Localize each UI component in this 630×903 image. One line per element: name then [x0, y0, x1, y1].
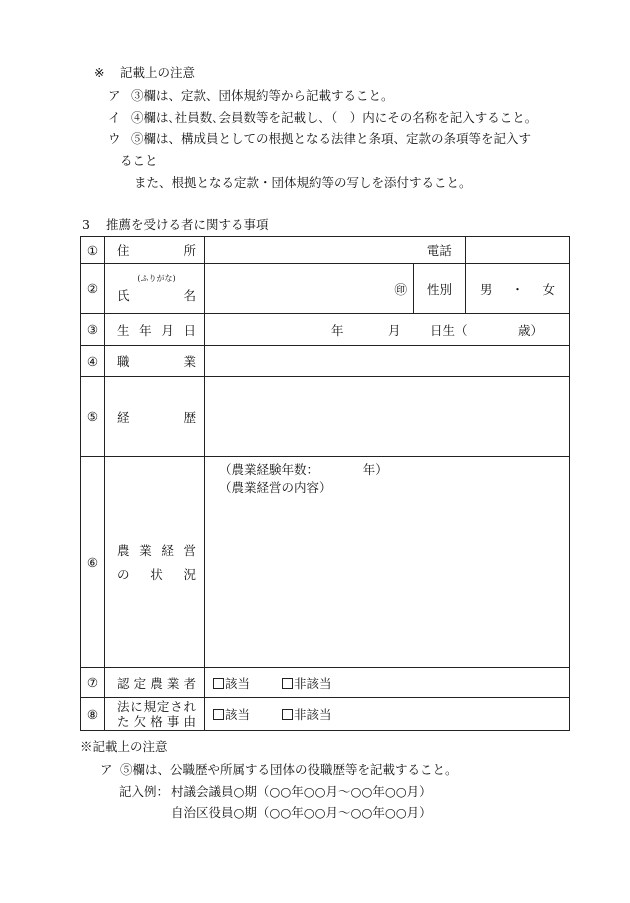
row-name [81, 264, 570, 314]
note-u-text: ⑤欄は、構成員としての根拠となる法律と条項、定款の条項等を記入す [131, 131, 532, 146]
example-1: 村議会議員○期（○○年○○月～○○年○○月） [171, 784, 432, 799]
section-title: 推薦を受ける者に関する事項 [106, 217, 269, 232]
address-label: 住 所 [105, 237, 205, 264]
row-number: ⑦ [81, 668, 105, 698]
disqualification-label [105, 698, 205, 731]
farm-content-line: （農業経営の内容） [219, 480, 332, 495]
farm-status-label-2: の 状 況 [117, 567, 196, 582]
disqualification-field [205, 698, 570, 731]
birthdate-label: 生 年 月 日 [105, 314, 205, 346]
farm-status-label [105, 457, 205, 668]
farm-status-field[interactable] [205, 457, 570, 668]
disqualification-label-2: た 欠 格 事 由 [117, 714, 196, 729]
phone-field[interactable] [466, 237, 570, 264]
example-2: 自治区役員○期（○○年○○月～○○年○○月） [171, 805, 432, 820]
row-number: ⑥ [81, 457, 105, 668]
note-u-mark: ウ [108, 131, 121, 146]
farm-status-label-1: 農 業 経 営 [117, 543, 196, 558]
farm-years-line: （農業経験年数： 年） [219, 462, 388, 477]
address-field[interactable] [205, 237, 414, 264]
note-i-text: ④欄は､社員数､会員数等を記載し､（ ）内にその名称を記入すること。 [131, 110, 538, 125]
sex-field[interactable] [466, 264, 570, 314]
notes-top-title: 記載上の注意 [120, 65, 196, 80]
name-field[interactable] [205, 264, 414, 314]
row-number: ② [81, 264, 105, 314]
row-career [81, 377, 570, 457]
occupation-label: 職 業 [105, 346, 205, 377]
note-a-text: ③欄は、定款、団体規約等から記載すること。 [131, 88, 394, 103]
checkbox-not-applicable[interactable] [282, 709, 293, 720]
career-field[interactable] [205, 377, 570, 457]
nominee-form-table [80, 236, 570, 731]
note-u-extra: また、根拠となる定款・団体規約等の写しを添付すること。 [134, 175, 472, 190]
career-label: 経 歴 [105, 377, 205, 457]
sex-separator: ・ [511, 281, 524, 297]
name-label-b: 名 [183, 288, 196, 303]
row-farm-status [81, 457, 570, 668]
name-label-cell [105, 264, 205, 314]
row-number: ④ [81, 346, 105, 377]
notes-bottom-item-text: ⑤欄は、公職歴や所属する団体の役職歴等を記載すること。 [120, 762, 458, 777]
name-label-a: 氏 [117, 288, 130, 303]
sex-label: 性別 [414, 264, 466, 314]
row-number: ① [81, 237, 105, 264]
row-number: ⑧ [81, 698, 105, 731]
note-i-mark: イ [108, 110, 121, 125]
sex-option-male[interactable]: 男 [480, 281, 493, 297]
note-u-continuation: ること [120, 153, 158, 168]
checkbox-applicable[interactable] [213, 709, 224, 720]
disqualification-label-1: 法に規定され [117, 699, 196, 714]
notes-bottom-item-mark: ア [100, 762, 113, 777]
year-label: 年 [331, 323, 344, 338]
not-applicable-label: 非該当 [293, 707, 332, 722]
month-label: 月 [388, 323, 401, 338]
row-certified-farmer [81, 668, 570, 698]
furigana-label: (ふりがな) [137, 274, 176, 283]
row-birthdate [81, 314, 570, 346]
row-address [81, 237, 570, 264]
certified-farmer-field [205, 668, 570, 698]
example-label: 記入例： [119, 784, 170, 799]
seal-mark: ㊞ [394, 281, 407, 297]
notes-top-mark: ※ [94, 65, 105, 80]
checkbox-applicable[interactable] [213, 678, 224, 689]
section-number: 3 [82, 217, 90, 232]
row-occupation [81, 346, 570, 377]
phone-label: 電話 [414, 237, 466, 264]
sex-option-female[interactable]: 女 [542, 281, 555, 297]
applicable-label: 該当 [225, 675, 251, 691]
age-label: 歳） [518, 323, 544, 338]
row-disqualification [81, 698, 570, 731]
certified-farmer-label: 認 定 農 業 者 [105, 668, 205, 698]
occupation-field[interactable] [205, 346, 570, 377]
checkbox-not-applicable[interactable] [282, 678, 293, 689]
day-label: 日生（ [430, 323, 468, 338]
notes-bottom-title: ※記載上の注意 [80, 739, 168, 754]
note-a-mark: ア [108, 88, 121, 103]
row-number: ③ [81, 314, 105, 346]
birthdate-field[interactable] [205, 314, 570, 346]
row-number: ⑤ [81, 377, 105, 457]
not-applicable-label: 非該当 [293, 675, 332, 691]
applicable-label: 該当 [225, 707, 251, 722]
